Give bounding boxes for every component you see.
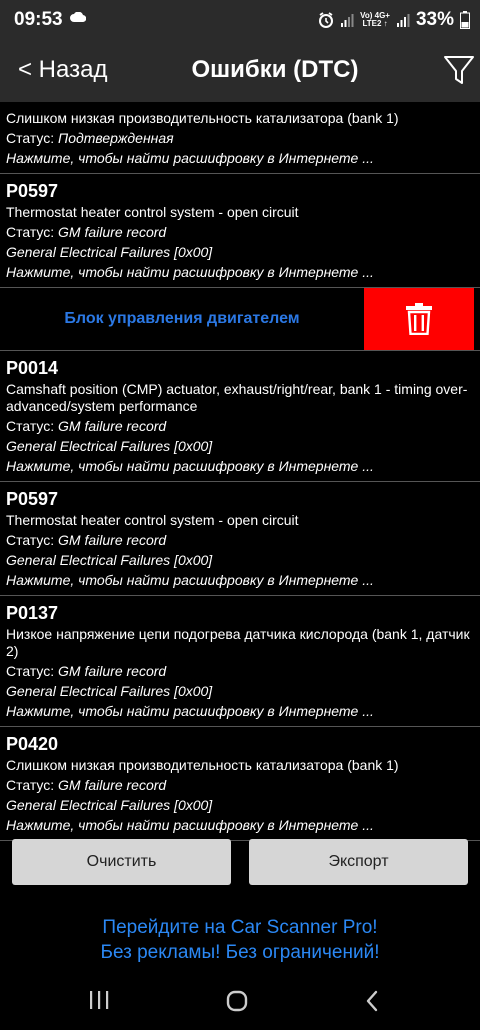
ecu-header [0, 288, 480, 351]
status-value: GM failure record [58, 777, 167, 793]
dtc-category: General Electrical Failures [0x00] [6, 244, 213, 260]
dtc-code: P0420 [6, 734, 59, 754]
dtc-code: P0014 [6, 358, 59, 378]
status-time: 09:53 [14, 9, 63, 30]
status-prefix: Статус: [6, 777, 59, 793]
network-type [360, 12, 390, 28]
app-bar [0, 40, 480, 102]
dtc-status [6, 222, 474, 242]
battery-icon [460, 11, 470, 29]
pro-promo-link[interactable] [0, 915, 480, 965]
recent-apps-icon[interactable] [88, 990, 110, 1010]
status-icons [318, 8, 470, 32]
battery-percent: 33% [415, 9, 454, 30]
network-line-2: LTE2 ↑ [362, 19, 388, 28]
dtc-status [6, 128, 474, 148]
search-link[interactable]: Нажмите, чтобы найти расшифровку в Интернете ... [6, 458, 374, 474]
status-value: GM failure record [58, 418, 167, 434]
dtc-entry-partial[interactable] [0, 102, 480, 174]
dtc-code: P0597 [6, 181, 59, 201]
trash-icon [405, 303, 433, 335]
search-link[interactable]: Нажмите, чтобы найти расшифровку в Интернете ... [6, 150, 374, 166]
search-link[interactable]: Нажмите, чтобы найти расшифровку в Интернете ... [6, 703, 374, 719]
dtc-entry[interactable] [0, 596, 480, 727]
home-icon[interactable] [226, 990, 250, 1012]
dtc-category: General Electrical Failures [0x00] [6, 438, 213, 454]
status-prefix: Статус: [6, 418, 59, 434]
dtc-code: P0137 [6, 603, 59, 623]
status-bar [0, 0, 480, 40]
clear-button[interactable]: Очистить [12, 839, 231, 885]
search-link[interactable]: Нажмите, чтобы найти расшифровку в Интернете ... [6, 572, 374, 588]
search-link[interactable]: Нажмите, чтобы найти расшифровку в Интернете ... [6, 264, 374, 280]
status-prefix: Статус: [6, 663, 59, 679]
system-nav-bar [0, 976, 480, 1030]
status-prefix: Статус: [6, 224, 59, 240]
nav-back-icon[interactable] [364, 990, 380, 1012]
dtc-category: General Electrical Failures [0x00] [6, 552, 213, 568]
dtc-description: Thermostat heater control system - open circuit [6, 512, 299, 528]
status-value: GM failure record [58, 663, 167, 679]
dtc-status [6, 416, 474, 436]
dtc-entry[interactable] [0, 351, 480, 482]
page-title: Ошибки (DTC) [191, 56, 359, 83]
dtc-entry[interactable] [0, 174, 480, 288]
cloud-icon [70, 12, 86, 22]
signal-icon-2 [396, 13, 410, 27]
signal-icon [340, 13, 354, 27]
search-link[interactable]: Нажмите, чтобы найти расшифровку в Интернете ... [6, 817, 374, 833]
dtc-description: Слишком низкая производительность катализатора (bank 1) [6, 757, 399, 773]
dtc-status [6, 661, 474, 681]
dtc-status [6, 530, 474, 550]
dtc-entry[interactable] [0, 727, 480, 841]
status-prefix: Статус: [6, 130, 59, 146]
dtc-entry[interactable] [0, 482, 480, 596]
dtc-status [6, 775, 474, 795]
dtc-description: Camshaft position (CMP) actuator, exhaust/right/rear, bank 1 - timing over-advanced/system performance [6, 381, 468, 414]
delete-button[interactable] [364, 288, 474, 350]
status-value: GM failure record [58, 224, 167, 240]
promo-line-1: Перейдите на Car Scanner Pro! [102, 917, 378, 938]
status-value: Подтвержденная [58, 130, 174, 146]
export-button[interactable]: Экспорт [249, 839, 468, 885]
promo-line-2: Без рекламы! Без ограничений! [100, 942, 380, 963]
dtc-description: Слишком низкая производительность катализатора (bank 1) [6, 110, 399, 126]
filter-icon[interactable] [442, 52, 476, 88]
back-button[interactable]: < Назад [18, 56, 108, 83]
network-line-1: Vo) 4G+ [360, 11, 390, 20]
status-value: GM failure record [58, 532, 167, 548]
dtc-list [0, 102, 480, 841]
ecu-label[interactable]: Блок управления двигателем [64, 310, 300, 327]
alarm-icon [318, 12, 334, 28]
status-prefix: Статус: [6, 532, 59, 548]
dtc-category: General Electrical Failures [0x00] [6, 683, 213, 699]
dtc-description: Thermostat heater control system - open circuit [6, 204, 299, 220]
dtc-category: General Electrical Failures [0x00] [6, 797, 213, 813]
dtc-code: P0597 [6, 489, 59, 509]
dtc-description: Низкое напряжение цепи подогрева датчика кислорода (bank 1, датчик 2) [6, 626, 470, 659]
